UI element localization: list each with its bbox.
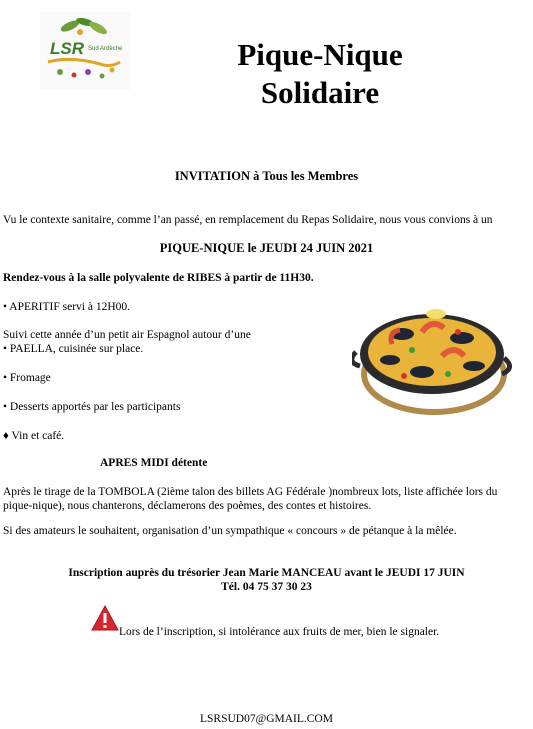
paella-image [352, 292, 512, 422]
tombola-line-2: pique-nique), nous chanterons, déclamerons des poèmes, des contes et histoires. [3, 500, 372, 512]
tombola-line-1: Après le tirage de la TOMBOLA (2ième talon des billets AG Fédérale )nombreux lots, liste affichée lors du [3, 486, 498, 498]
menu-desserts: • Desserts apportés par les participants [3, 401, 181, 413]
title-line-1: Pique-Nique [237, 37, 403, 72]
afternoon-heading: APRES MIDI détente [100, 457, 208, 469]
menu-spanish-note: Suivi cette année d’un petit air Espagnol autour d’une [3, 329, 251, 341]
intro-text: Vu le contexte sanitaire, comme l’an passé, en remplacement du Repas Solidaire, nous vous convions à un [3, 214, 493, 226]
event-heading: PIQUE-NIQUE le JEUDI 24 JUIN 2021 [159, 241, 374, 255]
inscription-line-1: Inscription auprès du trésorier Jean Marie MANCEAU avant le JEUDI 17 JUIN [68, 567, 465, 579]
logo-subtext: Sud Ardèche [88, 46, 123, 52]
warning-icon [91, 604, 119, 632]
menu-aperitif: • APERITIF servi à 12H00. [3, 301, 131, 313]
inscription-phone: Tél. 04 75 37 30 23 [221, 581, 312, 593]
title-line-2: Solidaire [260, 75, 380, 110]
menu-vin: ♦ Vin et café. [3, 430, 65, 442]
organization-logo [40, 12, 130, 90]
warning-text: Lors de l’inscription, si intolérance aux fruits de mer, bien le signaler. [119, 626, 440, 638]
menu-paella: • PAELLA, cuisinée sur place. [3, 343, 144, 355]
invitation-heading: INVITATION à Tous les Membres [174, 169, 359, 183]
rendezvous-text: Rendez-vous à la salle polyvalente de RIBES à partir de 11H30. [3, 272, 314, 284]
logo-text: LSR [50, 39, 84, 58]
contact-email: LSRSUD07@GMAIL.COM [200, 713, 333, 725]
menu-fromage: • Fromage [3, 372, 51, 384]
page-title [150, 36, 490, 112]
petanque-text: Si des amateurs le souhaitent, organisation d’un sympathique « concours » de pétanque à la mêlée. [3, 525, 457, 537]
